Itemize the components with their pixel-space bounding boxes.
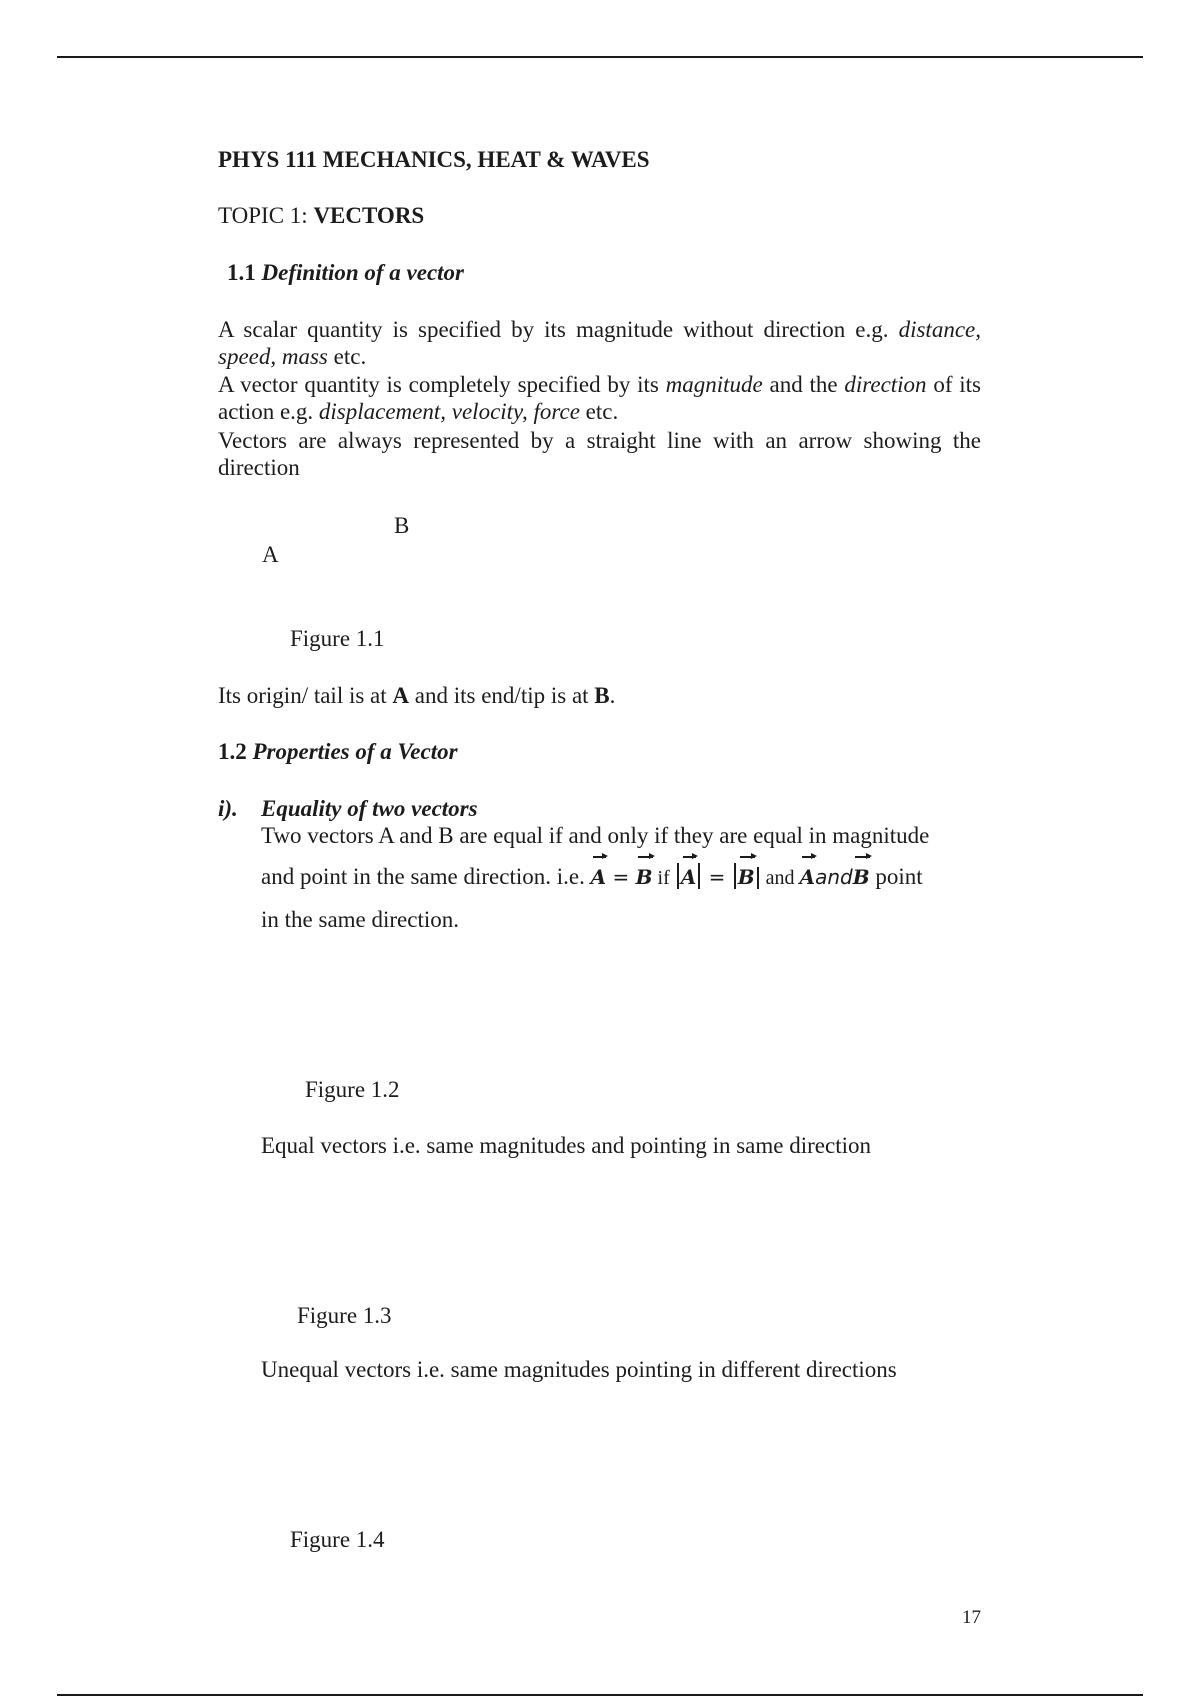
vector-a-symbol: A [681,860,697,894]
topic-name: VECTORS [313,203,425,228]
vector-a-symbol: A [591,860,607,894]
figure3-caption: Figure 1.3 [297,1303,392,1328]
vector-representation: Vectors are always represented by a straight line with an arrow showing the direction [218,428,981,480]
vector-definition [218,371,981,425]
vector-a-symbol: A [800,860,816,894]
equality-line-2 [261,860,981,895]
text-run: A vector quantity is completely specified by its [218,372,666,397]
text-run: direction [844,372,927,397]
section-title: Definition of a vector [261,260,464,285]
text-run: etc. [327,344,367,369]
top-rule [57,56,1143,58]
figure1-label-b: B [394,513,410,538]
text-run: and its end/tip is at [409,683,595,708]
abs-bar [677,863,679,889]
text-run: and the [762,372,845,397]
text-run: etc. [579,399,619,424]
figure3-description: Unequal vectors i.e. same magnitudes pointing in different directions [261,1357,897,1382]
abs-bar [734,863,736,889]
topic-prefix: TOPIC 1: [218,203,314,228]
figure1-caption: Figure 1.1 [290,626,385,651]
text-run: distance, speed, mass [218,317,981,369]
section-heading-1-1 [227,259,464,287]
section-heading-1-2 [218,738,458,766]
text-run: displacement, velocity, force [318,399,580,424]
figure2-description: Equal vectors i.e. same magnitudes and pointing in same direction [261,1133,871,1158]
text-run: if [652,867,675,889]
scalar-definition [218,316,981,370]
page-number: 17 [962,1607,981,1628]
abs-bar [757,867,759,889]
origin-text [218,682,615,710]
bottom-rule [57,1694,1143,1696]
text-run: magnitude [665,372,763,397]
section-title: Properties of a Vector [252,739,458,764]
section-number: 1.1 [227,260,262,285]
text-run: A [392,683,410,708]
equals-sign: = [702,865,732,889]
equals-sign: = [606,865,636,889]
text-run: Its origin/ tail is at [218,683,393,708]
vector-b-symbol: B [853,860,870,894]
figure4-caption: Figure 1.4 [290,1527,385,1552]
text-run: B [594,683,610,708]
figure2-caption: Figure 1.2 [305,1077,400,1102]
vector-b-symbol: B [738,860,755,894]
and-word: and [815,865,853,889]
property-title: Equality of two vectors [261,796,478,821]
text-run: point [869,864,923,889]
figure1-label-a: A [262,542,279,567]
text-run: . [609,683,616,708]
property-numeral: i). [218,796,238,821]
text-run: and point in the same direction. i.e. [261,864,591,889]
text-run: and [760,867,800,889]
section-number: 1.2 [218,739,253,764]
vector-b-symbol: B [636,860,653,894]
abs-bar [698,863,700,889]
equality-line-3: in the same direction. [261,907,459,932]
course-title: PHYS 111 MECHANICS, HEAT & WAVES [218,147,650,172]
equality-line-1: Two vectors A and B are equal if and only if they are equal in magnitude [261,823,930,848]
topic-heading [218,202,424,230]
text-run: A scalar quantity is specified by its magnitude without direction e.g. [218,317,899,342]
text-run: of its action e.g. [218,372,981,424]
